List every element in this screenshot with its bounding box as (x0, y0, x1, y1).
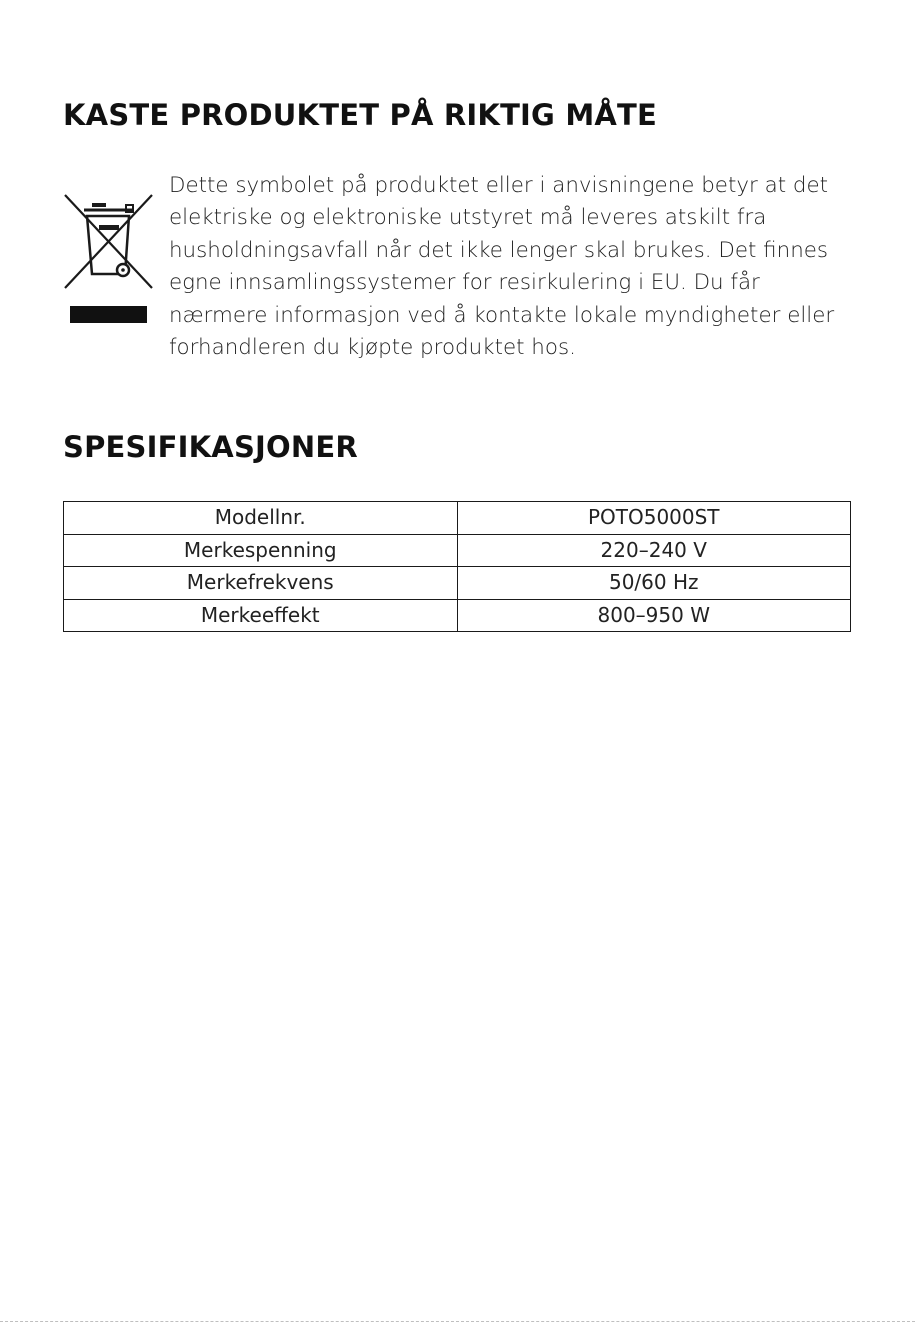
table-row (64, 567, 851, 600)
disposal-line: egne innsamlingssystemer for resirkulering i EU. Du får (169, 270, 760, 296)
disposal-line: forhandleren du kjøpte produktet hos. (169, 335, 576, 361)
disposal-line: husholdningsavfall når det ikke lenger skal brukes. Det finnes (169, 237, 829, 263)
spec-label: Merkespenning (64, 534, 458, 567)
page-edge-rule (0, 1321, 915, 1322)
disposal-description (169, 170, 859, 364)
table-row (64, 502, 851, 535)
spec-label: Modellnr. (64, 502, 458, 535)
disposal-line: elektriske og elektroniske utstyret må leveres atskilt fra (169, 205, 767, 231)
disposal-section-title: KASTE PRODUKTET PÅ RIKTIG MÅTE (63, 98, 658, 132)
spec-label: Merkeeffekt (64, 599, 458, 632)
spec-value: 800–950 W (457, 599, 851, 632)
disposal-line: nærmere informasjon ved å kontakte lokale myndigheter eller (169, 302, 835, 328)
table-row (64, 599, 851, 632)
spec-value: POTO5000ST (457, 502, 851, 535)
table-row (64, 534, 851, 567)
spec-value: 50/60 Hz (457, 567, 851, 600)
spec-value: 220–240 V (457, 534, 851, 567)
crossed-out-wheelie-bin-icon (62, 192, 154, 324)
specs-table (63, 501, 851, 632)
specs-section-title: SPESIFIKASJONER (63, 430, 358, 464)
spec-label: Merkefrekvens (64, 567, 458, 600)
disposal-line: Dette symbolet på produktet eller i anvisningene betyr at det (169, 173, 829, 198)
